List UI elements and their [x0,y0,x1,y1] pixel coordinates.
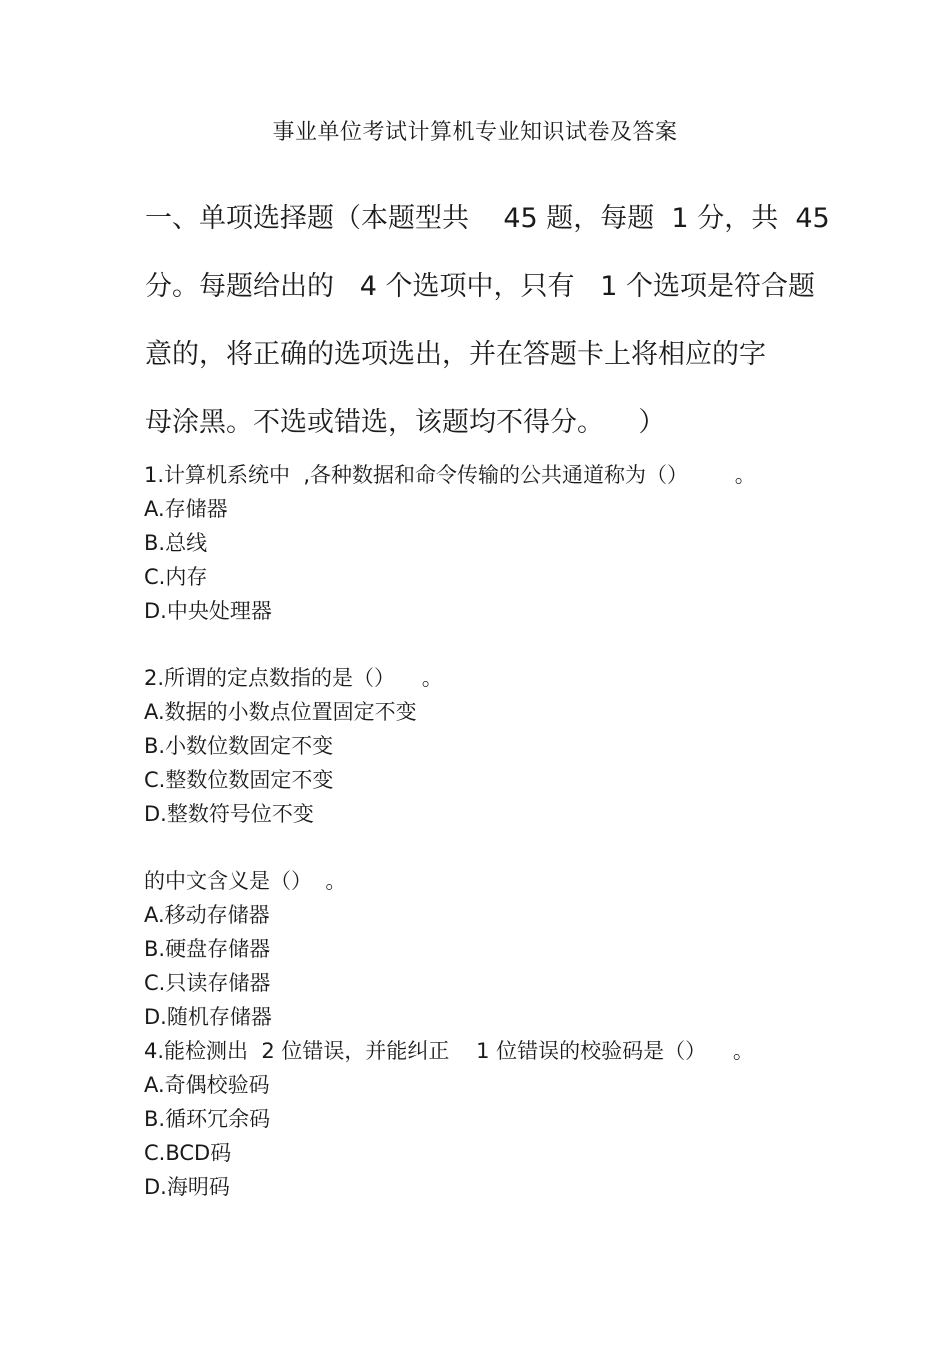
question-stem: 1.计算机系统中 ,各种数据和命令传输的公共通道称为（） 。 [144,463,756,487]
option-d: D.中央处理器 [144,599,272,623]
question-2 [144,661,844,831]
section-heading-line: 母涂黑。不选或错选，该题均不得分。 ） [145,407,666,438]
option-b: B.总线 [144,531,208,555]
option-c: C.BCD码 [144,1141,232,1165]
section-heading-line: 一、单项选择题（本题型共 45 题，每题 1 分，共 45 [145,203,830,234]
question-list [144,458,844,1204]
question-3 [144,864,844,1034]
document-title: 事业单位考试计算机专业知识试卷及答案 [272,120,678,145]
section-heading [145,185,830,457]
section-heading-line: 分。每题给出的 4 个选项中，只有 1 个选项是符合题 [145,271,816,302]
option-a: A.奇偶校验码 [144,1073,270,1097]
option-d: D.整数符号位不变 [144,802,314,826]
option-b: B.循环冗余码 [144,1107,271,1131]
option-a: A.数据的小数点位置固定不变 [144,700,417,724]
question-4 [144,1034,844,1204]
question-stem: 2.所谓的定点数指的是（） 。 [144,666,443,690]
option-d: D.海明码 [144,1175,230,1199]
question-1 [144,458,844,628]
option-b: B.小数位数固定不变 [144,734,334,758]
option-d: D.随机存储器 [144,1005,272,1029]
option-a: A.移动存储器 [144,903,270,927]
section-heading-line: 意的，将正确的选项选出，并在答题卡上将相应的字 [145,339,766,370]
question-stem: 的中文含义是（） 。 [144,869,347,893]
question-stem: 4.能检测出 2 位错误，并能纠正 1 位错误的校验码是（） 。 [144,1039,754,1063]
option-b: B.硬盘存储器 [144,937,271,961]
option-c: C.整数位数固定不变 [144,768,334,792]
option-c: C.内存 [144,565,208,589]
option-c: C.只读存储器 [144,971,271,995]
option-a: A.存储器 [144,497,228,521]
